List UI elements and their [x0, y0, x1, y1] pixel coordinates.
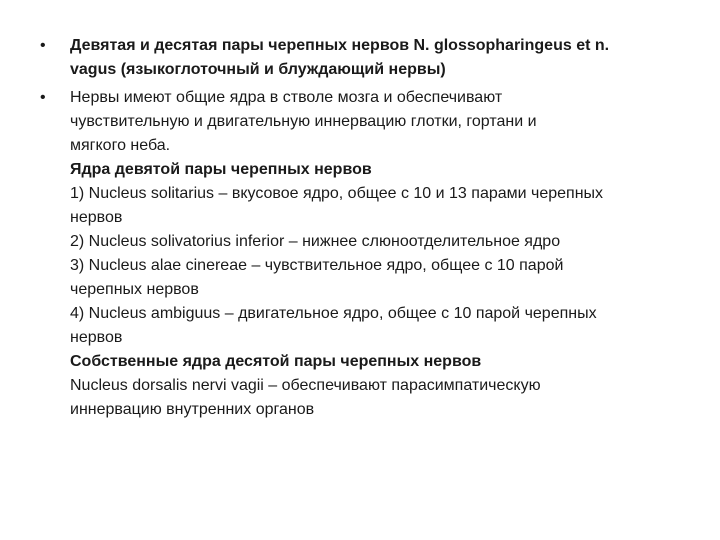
text-line: Nucleus dorsalis nervi vagii – обеспечивают парасимпатическую [70, 377, 541, 394]
text-line: 4) Nucleus ambiguus – двигательное ядро, общее с 10 парой черепных [70, 305, 597, 322]
text-line: иннервацию внутренних органов [70, 401, 315, 418]
text-line: черепных нервов [70, 281, 199, 298]
text-line: Нервы имеют общие ядра в стволе мозга и обеспечивают [70, 89, 503, 106]
bullet-list [36, 34, 686, 422]
slide-content [36, 34, 686, 426]
text-line: vagus (языкоглоточный и блуждающий нервы) [70, 61, 446, 78]
bullet-item-nerve-pairs [36, 34, 686, 82]
bullet-item-nuclei [36, 86, 686, 422]
bullet-marker: • [40, 37, 46, 54]
text-line: чувствительную и двигательную иннервацию глотки, гортани и [70, 113, 537, 130]
text-line: мягкого неба. [70, 137, 171, 154]
text-line: нервов [70, 329, 123, 346]
text-line: 1) Nucleus solitarius – вкусовое ядро, общее с 10 и 13 парами черепных [70, 185, 604, 202]
text-line: нервов [70, 209, 123, 226]
section-heading-tenth-nuclei: Собственные ядра десятой пары черепных нервов [70, 353, 482, 370]
bullet-marker: • [40, 89, 46, 106]
text-line: 2) Nucleus solivatorius inferior – нижнее слюноотделительное ядро [70, 233, 561, 250]
text-line: 3) Nucleus alae cinereae – чувствительное ядро, общее с 10 парой [70, 257, 564, 274]
text-line: Девятая и десятая пары черепных нервов N. glossopharingeus et n. [70, 37, 610, 54]
section-heading-ninth-nuclei: Ядра девятой пары черепных нервов [70, 161, 372, 178]
